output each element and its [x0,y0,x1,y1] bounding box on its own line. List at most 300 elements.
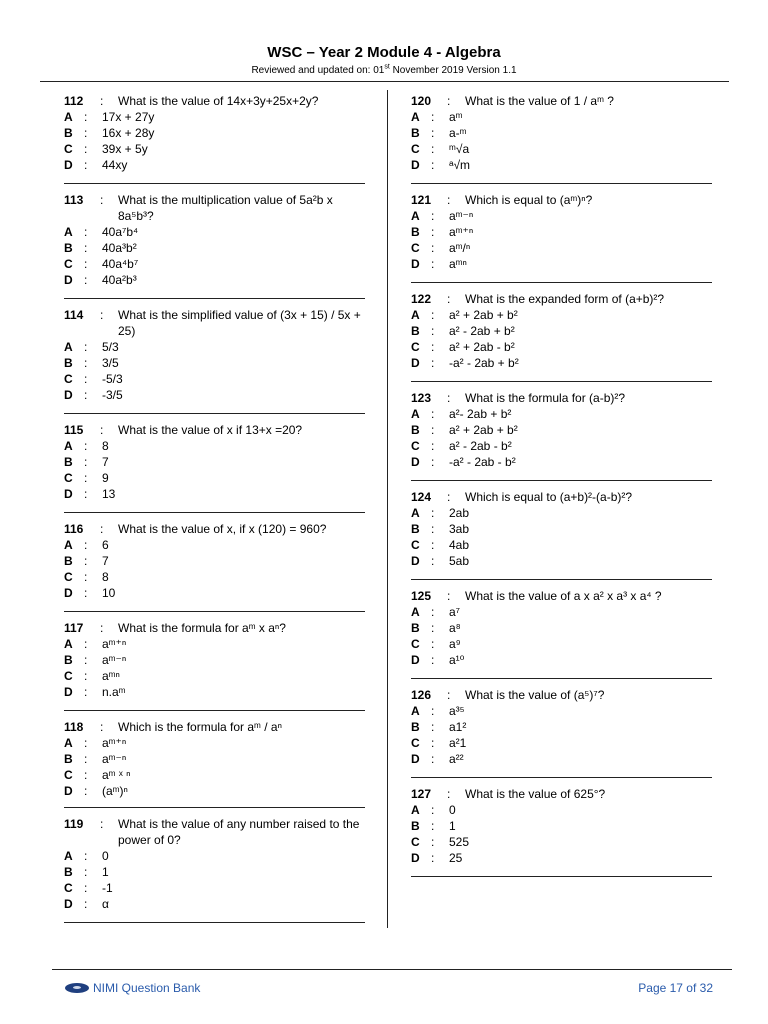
question-block [411,489,712,580]
option-letter: B [411,522,420,536]
question-text: What is the value of any number raised to the power of 0? [118,817,360,847]
option-letter: D [64,897,73,911]
option-colon: : [84,685,88,699]
answer-option [64,109,365,125]
option-text: 8 [102,570,109,584]
answer-option [411,307,712,323]
question-colon: : [447,787,451,801]
option-text: 2ab [449,506,470,520]
option-colon: : [84,538,88,552]
option-letter: D [64,685,73,699]
option-text: 9 [102,471,109,485]
option-text: 5/3 [102,340,119,354]
option-text: 0 [102,849,109,863]
question-number: 122 [411,292,432,306]
answer-option [64,157,365,173]
answer-option [64,767,365,783]
option-letter: C [64,669,73,683]
question-text: What is the value of 1 / aᵐ ? [465,94,614,108]
option-colon: : [431,819,435,833]
option-colon: : [84,273,88,287]
question-block [411,192,712,283]
option-colon: : [431,538,435,552]
question-block [64,816,365,923]
answer-option [64,339,365,355]
option-letter: B [411,621,420,635]
option-text: 7 [102,554,109,568]
answer-option [64,864,365,880]
answer-option [64,848,365,864]
option-colon: : [84,158,88,172]
question-number: 112 [64,94,84,108]
option-letter: C [411,637,420,651]
question-text: What is the value of (a⁵)⁷? [465,688,605,702]
answer-option [411,339,712,355]
option-text: 1 [102,865,109,879]
option-letter: B [411,324,420,338]
option-text: -5/3 [102,372,123,386]
question-number: 127 [411,787,432,801]
answer-option [411,735,712,751]
option-letter: B [411,423,420,437]
option-letter: C [64,768,73,782]
answer-option [411,636,712,652]
option-letter: B [411,126,420,140]
option-colon: : [84,752,88,766]
option-colon: : [431,455,435,469]
option-text: a⁹ [449,637,461,651]
question-text: What is the value of 14x+3y+25x+2y? [118,94,319,108]
question-text: Which is equal to (a+b)²-(a-b)²? [465,490,633,504]
option-letter: B [64,653,73,667]
option-text: 3ab [449,522,470,536]
question-text: What is the value of x, if x (120) = 960? [118,522,327,536]
left-question-column [64,93,365,931]
option-letter: B [64,356,73,370]
answer-option [64,751,365,767]
question-row [64,93,365,109]
option-text: a1² [449,720,467,734]
option-letter: A [411,209,420,223]
answer-option [64,355,365,371]
question-text: What is the expanded form of (a+b)²? [465,292,665,306]
question-colon: : [447,688,451,702]
page-subtitle [0,64,768,77]
option-text: 13 [102,487,116,501]
page-number: Page 17 of 32 [638,981,713,995]
question-block [64,307,365,414]
answer-option [411,802,712,818]
option-colon: : [431,506,435,520]
option-letter: C [64,471,73,485]
question-colon: : [100,817,104,831]
page-title: WSC – Year 2 Module 4 - Algebra [267,44,501,61]
question-colon: : [447,589,451,603]
option-letter: D [411,752,420,766]
option-text: a²- 2ab + b² [449,407,512,421]
option-letter: D [64,273,73,287]
answer-option [411,109,712,125]
option-text: aᵐ⁺ⁿ [102,736,127,750]
question-row [411,93,712,109]
answer-option [64,141,365,157]
question-block [64,93,365,184]
option-letter: D [411,356,420,370]
option-colon: : [84,669,88,683]
option-letter: B [411,819,420,833]
option-colon: : [84,225,88,239]
option-text: -a² - 2ab - b² [449,455,516,469]
option-text: α [102,897,109,911]
option-text: a² + 2ab - b² [449,340,515,354]
option-letter: C [64,257,73,271]
header-divider [40,81,729,82]
option-text: a¹⁰ [449,653,465,667]
option-text: n.aᵐ [102,685,126,699]
answer-option [411,224,712,240]
question-text: Which is the formula for aᵐ / aⁿ [118,720,282,734]
option-text: -1 [102,881,113,895]
option-colon: : [84,784,88,798]
option-colon: : [431,704,435,718]
question-row [64,620,365,636]
answer-option [411,505,712,521]
option-letter: A [411,803,420,817]
option-colon: : [431,720,435,734]
answer-option [64,486,365,502]
answer-option [411,208,712,224]
option-text: 525 [449,835,470,849]
option-colon: : [84,471,88,485]
option-colon: : [431,522,435,536]
question-row [64,307,365,339]
option-letter: C [411,241,420,255]
option-colon: : [84,487,88,501]
answer-option [411,652,712,668]
question-text: Which is equal to (aᵐ)ⁿ? [465,193,593,207]
option-text: aᵐ⁻ⁿ [102,752,127,766]
nimi-logo-icon [65,983,89,993]
question-text: What is the multiplication value of 5a²b x 8a⁵b³? [118,193,333,223]
question-colon: : [100,720,104,734]
option-letter: D [64,487,73,501]
option-letter: A [411,506,420,520]
answer-option [411,454,712,470]
option-colon: : [431,439,435,453]
option-letter: A [64,110,73,124]
option-letter: B [64,455,73,469]
question-block [411,93,712,184]
answer-option [411,818,712,834]
option-colon: : [84,849,88,863]
option-letter: C [411,142,420,156]
option-colon: : [84,768,88,782]
option-letter: D [411,554,420,568]
footer-brand: NIMI Question Bank [93,981,201,995]
option-colon: : [431,225,435,239]
answer-option [411,256,712,272]
option-letter: A [411,308,420,322]
option-text: 16x + 28y [102,126,155,140]
option-letter: A [64,225,73,239]
answer-option [411,703,712,719]
column-divider [387,90,388,928]
answer-option [64,585,365,601]
option-colon: : [431,637,435,651]
option-colon: : [431,142,435,156]
option-colon: : [431,356,435,370]
question-colon: : [447,292,451,306]
question-block [411,390,712,481]
option-colon: : [431,736,435,750]
answer-option [411,751,712,767]
question-text: What is the formula for (a-b)²? [465,391,626,405]
option-colon: : [84,897,88,911]
answer-option [64,438,365,454]
option-letter: A [64,439,73,453]
option-letter: C [411,439,420,453]
question-row [411,786,712,802]
option-text: a⁷ [449,605,461,619]
option-colon: : [84,110,88,124]
question-block [411,291,712,382]
answer-option [64,553,365,569]
question-block [64,521,365,612]
option-text: aᵐ [449,110,463,124]
option-letter: B [64,865,73,879]
option-text: (aᵐ)ⁿ [102,784,128,798]
option-colon: : [431,851,435,865]
question-block [411,687,712,778]
option-text: aᵐ/ⁿ [449,241,471,255]
option-colon: : [431,324,435,338]
option-colon: : [84,241,88,255]
option-colon: : [431,340,435,354]
option-text: ᵃ√m [449,158,471,172]
answer-option [64,735,365,751]
option-colon: : [84,142,88,156]
answer-option [64,272,365,288]
option-colon: : [431,835,435,849]
option-letter: B [411,225,420,239]
option-letter: D [411,158,420,172]
question-text: What is the formula for aᵐ x aⁿ? [118,621,286,635]
option-colon: : [84,372,88,386]
option-colon: : [84,388,88,402]
option-text: a² - 2ab + b² [449,324,515,338]
question-row [64,521,365,537]
option-text: 0 [449,803,456,817]
option-text: 5ab [449,554,470,568]
answer-option [411,537,712,553]
option-text: aᵐⁿ [449,257,467,271]
question-number: 126 [411,688,432,702]
option-colon: : [431,241,435,255]
option-letter: B [64,554,73,568]
question-colon: : [100,621,104,635]
question-number: 120 [411,94,432,108]
question-colon: : [447,94,451,108]
option-letter: D [64,784,73,798]
answer-option [411,834,712,850]
answer-option [64,896,365,912]
option-letter: A [64,849,73,863]
option-letter: A [64,637,73,651]
option-text: aᵐ ˣ ⁿ [102,768,131,782]
question-number: 115 [64,423,84,437]
option-text: a³⁵ [449,704,465,718]
answer-option [411,125,712,141]
question-text: What is the value of a x a² x a³ x a⁴ ? [465,589,662,603]
answer-option [64,569,365,585]
option-text: 17x + 27y [102,110,155,124]
option-text: 40a²b³ [102,273,137,287]
answer-option [64,470,365,486]
question-row [411,291,712,307]
option-text: 3/5 [102,356,119,370]
answer-option [411,323,712,339]
answer-option [64,537,365,553]
answer-option [411,553,712,569]
question-number: 118 [64,720,84,734]
answer-option [64,240,365,256]
option-letter: C [64,372,73,386]
option-colon: : [84,554,88,568]
subtitle-sup: st [384,63,390,71]
option-text: a²1 [449,736,467,750]
question-number: 116 [64,522,84,536]
option-colon: : [84,881,88,895]
option-colon: : [431,621,435,635]
question-colon: : [100,94,104,108]
option-letter: A [64,340,73,354]
answer-option [64,224,365,240]
answer-option [411,240,712,256]
question-colon: : [100,423,104,437]
answer-option [411,141,712,157]
page-header [0,44,768,77]
option-letter: B [64,126,73,140]
answer-option [64,371,365,387]
option-text: 1 [449,819,456,833]
question-row [64,192,365,224]
option-colon: : [431,752,435,766]
question-block [64,192,365,299]
question-row [411,390,712,406]
question-number: 124 [411,490,432,504]
answer-option [64,454,365,470]
option-letter: D [411,653,420,667]
answer-option [411,157,712,173]
option-colon: : [431,158,435,172]
option-text: aᵐ⁺ⁿ [102,637,127,651]
question-row [64,719,365,735]
option-colon: : [84,257,88,271]
answer-option [411,850,712,866]
option-text: aᵐ⁻ⁿ [102,653,127,667]
question-row [411,687,712,703]
answer-option [411,406,712,422]
option-text: aᵐ⁻ⁿ [449,209,474,223]
option-colon: : [84,356,88,370]
question-number: 119 [64,817,84,831]
option-colon: : [431,653,435,667]
question-block [411,786,712,877]
option-colon: : [431,257,435,271]
option-colon: : [431,605,435,619]
option-colon: : [431,423,435,437]
option-letter: C [411,835,420,849]
option-colon: : [431,554,435,568]
question-number: 121 [411,193,432,207]
option-colon: : [431,803,435,817]
option-text: a² + 2ab + b² [449,423,518,437]
option-colon: : [84,653,88,667]
option-text: 40a⁷b⁴ [102,225,139,239]
option-colon: : [431,209,435,223]
option-letter: C [411,736,420,750]
question-number: 125 [411,589,432,603]
option-letter: A [411,704,420,718]
answer-option [411,422,712,438]
question-block [64,719,365,808]
footer-divider [52,969,732,970]
answer-option [64,880,365,896]
option-letter: D [64,586,73,600]
option-letter: C [64,142,73,156]
option-colon: : [431,126,435,140]
question-row [411,588,712,604]
question-block [411,588,712,679]
option-colon: : [84,637,88,651]
option-letter: C [411,538,420,552]
question-number: 117 [64,621,84,635]
answer-option [64,684,365,700]
option-text: aᵐⁿ [102,669,120,683]
option-colon: : [84,570,88,584]
answer-option [64,783,365,799]
right-question-column [411,93,712,885]
question-number: 113 [64,193,84,207]
answer-option [64,125,365,141]
option-colon: : [84,126,88,140]
option-text: a² + 2ab + b² [449,308,518,322]
option-colon: : [84,865,88,879]
answer-option [411,604,712,620]
question-row [411,192,712,208]
answer-option [64,256,365,272]
question-row [64,816,365,848]
answer-option [64,387,365,403]
question-block [64,620,365,711]
option-colon: : [84,736,88,750]
option-colon: : [84,586,88,600]
option-letter: D [64,388,73,402]
question-colon: : [100,522,104,536]
subtitle-pre: Reviewed and updated on: 01 [251,65,385,76]
option-text: a-ᵐ [449,126,467,140]
option-colon: : [84,439,88,453]
answer-option [411,719,712,735]
question-text: What is the simplified value of (3x + 15) / 5x + 25) [118,308,361,338]
option-text: -3/5 [102,388,123,402]
question-text: What is the value of x if 13+x =20? [118,423,303,437]
option-letter: A [411,110,420,124]
option-text: aᵐ⁺ⁿ [449,225,474,239]
option-letter: A [411,407,420,421]
question-colon: : [100,193,104,207]
option-text: 25 [449,851,463,865]
